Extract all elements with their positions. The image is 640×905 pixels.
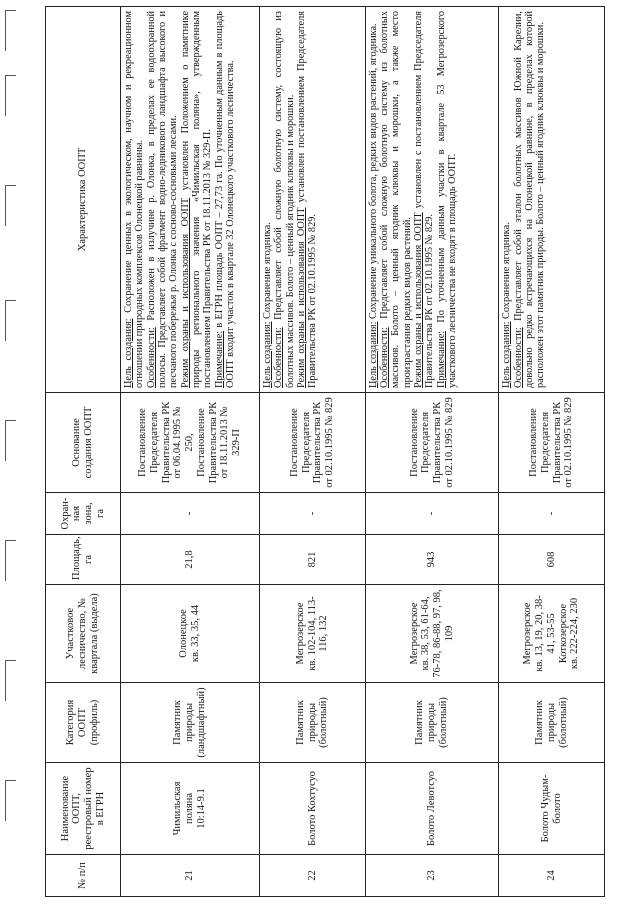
regime-text: установлен Положением о памятнике природы регионального значения «Чимильская поляна», утвержденным постановлением Правительства РК от 18.11.2013 № 329-П.	[179, 10, 214, 388]
row-area: 943	[365, 535, 499, 585]
goal-text: Сохранение ценных в экологическом, научном и рекреационном отношении природных комплексов Олонецкой равнины.	[123, 11, 146, 388]
margin-mark	[5, 780, 16, 821]
row-buffer: -	[121, 493, 260, 535]
note-text: в ЕГРН площадь ООПТ – 27,73 га. По уточненным данным в площадь ООПТ входит участок в квартале 32 Олонецкого участкового лесничества.	[213, 10, 236, 388]
protected-areas-table	[45, 6, 605, 897]
row-basis	[260, 393, 366, 493]
forestry-name-2: Коткозерское	[557, 603, 569, 664]
margin-mark	[5, 660, 16, 701]
goal-label: Цель создания:	[501, 321, 513, 388]
forestry-name: Мегрозерское	[294, 602, 306, 665]
row-buffer: -	[260, 493, 366, 535]
row-buffer: -	[499, 493, 605, 535]
row-category: Памятник природы (болотный)	[365, 683, 499, 763]
note-label: Примечание:	[435, 330, 447, 388]
forestry-quarters: кв. 13, 19, 20, 38-41, 53-55	[534, 595, 557, 672]
margin-mark	[5, 75, 16, 116]
row-forestry	[260, 585, 366, 683]
row-category: Памятник природы (ландшафтный)	[121, 683, 260, 763]
goal-label: Цель создания:	[262, 321, 274, 388]
row-forestry	[121, 585, 260, 683]
feat-label: Особенности:	[145, 327, 157, 388]
reg-number: 10:14-9.1	[195, 788, 207, 829]
header-basis: Основание создания ООПТ	[46, 393, 121, 493]
table-row	[260, 7, 366, 897]
header-buffer: Охран-ная зона, га	[46, 493, 121, 535]
forestry-quarters-2: кв. 222-224, 230	[569, 597, 581, 670]
forestry-quarters: кв. 102-104, 113-116, 132	[306, 596, 330, 671]
regime-text: установлен постановлением Председателя Правительства РК от 02.10.1995 № 829.	[296, 10, 319, 388]
row-area: 608	[499, 535, 605, 585]
basis-1: Постановление Председателя Правительства РК от 06.04.1995 № 250,	[137, 401, 196, 484]
margin-mark	[5, 10, 16, 51]
header-category: Категория ООПТ (профиль)	[46, 683, 121, 763]
row-num: 23	[365, 855, 499, 897]
row-forestry	[499, 585, 605, 683]
feat-text: Представляет собой сложную болотную систему из болотных массивов. Болото – ценный ягодник клюквы и морошки, а также место произрастания редких видов растений.	[379, 11, 413, 388]
row-name	[121, 763, 260, 855]
name-text: Болото Кохтусуо	[306, 771, 318, 846]
feat-text: Расположен в излучине р. Олонка, в пределах ее водоохранной полосы. Представляет собой фрагмент водно-ледникового ландшафта высокого и песчаного побережья р. Олонка с сосново-сосновыми лесами.	[145, 10, 180, 388]
forestry-quarters: кв. 33, 35, 44	[190, 604, 202, 663]
basis-1: Постановление Председателя Правительства РК от 02.10.1995 № 829	[408, 397, 455, 488]
row-forestry	[365, 585, 499, 683]
header-num: № п/п	[46, 855, 121, 897]
goal-text: Сохранение ягодника.	[501, 222, 513, 319]
forestry-quarters: кв. 38, 53, 61-64, 76-78, 86-88, 97, 98, 109	[420, 589, 455, 678]
goal-label: Цель создания:	[367, 321, 379, 388]
regime-label: Режим охраны и использования ООПТ	[179, 197, 191, 388]
row-basis	[499, 393, 605, 493]
row-character	[499, 7, 605, 393]
row-basis	[121, 393, 260, 493]
name-text: Болото Левотсуо	[426, 771, 438, 847]
row-area: 21,8	[121, 535, 260, 585]
table-row	[121, 7, 260, 897]
basis-1: Постановление Председателя Правительства РК от 02.10.1995 № 829	[528, 397, 575, 488]
margin-mark	[5, 540, 16, 581]
header-area: Площадь, га	[46, 535, 121, 585]
margin-mark	[5, 185, 16, 226]
row-num: 22	[260, 855, 366, 897]
regime-label: Режим охраны и использования ООПТ	[296, 207, 308, 388]
header-forestry: Участковое лесничество, № квартала (выдела)	[46, 585, 121, 683]
row-character	[260, 7, 366, 393]
rotated-table-container	[45, 7, 605, 897]
row-num: 24	[499, 855, 605, 897]
margin-mark	[5, 420, 16, 461]
row-character	[121, 7, 260, 393]
row-category: Памятник природы (болотный)	[499, 683, 605, 763]
row-name	[499, 763, 605, 855]
basis-1: Постановление Председателя Правительства РК от 02.10.1995 № 829	[288, 397, 336, 488]
table-row	[365, 7, 499, 897]
forestry-name: Олонецкое	[178, 609, 190, 658]
feat-text: Представляет собой сложную болотную систему, состоящую из болотных массивов. Болото – ценный ягодник клюквы и морошки.	[273, 10, 296, 388]
row-buffer: -	[365, 493, 499, 535]
feat-label: Особенности:	[512, 327, 524, 388]
feat-text: Представляет собой эталон болотных массивов Южной Карелии, довольно редко встречающихся на Олонецкой равнине, в пределах которой расположен этот памятник природы. Болото – ценный ягодник клюквы и морошки.	[512, 11, 547, 388]
note-label: Примечание:	[213, 330, 225, 388]
basis-2: Постановление Правительства РК от 18.11.2013 № 329-П	[195, 401, 243, 484]
name-text: Болото Чудым-болото	[539, 774, 563, 843]
row-name	[260, 763, 366, 855]
row-name	[365, 763, 499, 855]
row-character	[365, 7, 499, 393]
goal-label: Цель создания:	[123, 318, 134, 388]
margin-mark	[5, 300, 16, 341]
header-character: Характеристика ООПТ	[46, 7, 121, 393]
row-area: 821	[260, 535, 366, 585]
regime-label: Режим охраны и использования ООПТ	[413, 212, 425, 388]
forestry-name: Мегрозерское	[408, 602, 420, 665]
feat-label: Особенности:	[273, 327, 285, 388]
note-text: По уточненным данным участки в квартале 53 Мегрозерского участкового лесничества не входят в площадь ООПТ.	[435, 11, 458, 388]
row-basis	[365, 393, 499, 493]
header-name: Наименование ООПТ, реестровый номер в ЕГРН	[46, 763, 121, 855]
goal-text: Сохранение уникального болота, редких видов растений, ягодника.	[367, 23, 379, 319]
regime-text: установлен с постановлением Председателя Правительства РК от 02.10.1995 № 829.	[413, 10, 436, 388]
goal-text: Сохранение ягодника.	[262, 222, 274, 319]
row-num: 21	[121, 855, 260, 897]
feat-label: Особенности:	[379, 327, 391, 388]
table-row	[499, 7, 605, 897]
forestry-name: Мегрозерское	[522, 602, 534, 665]
header-row	[46, 7, 121, 897]
row-category: Памятник природы (болотный)	[260, 683, 366, 763]
name-text: Чимильская поляна	[172, 781, 196, 836]
